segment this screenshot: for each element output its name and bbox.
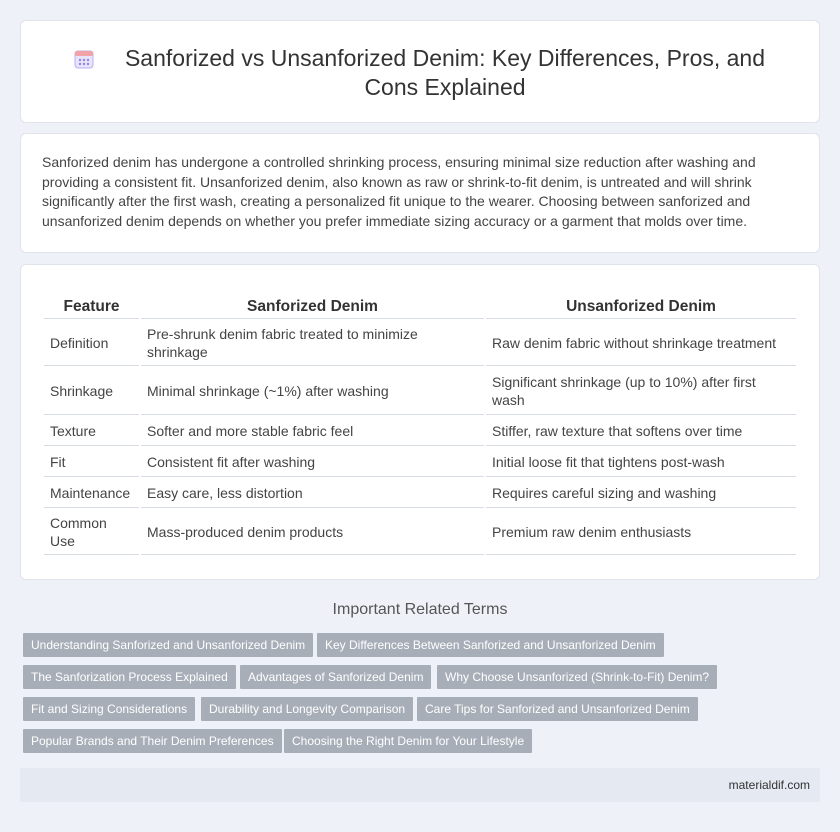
related-term-tag[interactable]: Choosing the Right Denim for Your Lifestyle [284,729,532,753]
header-feature: Feature [44,298,139,319]
table-cell: Texture [44,417,139,446]
related-term-tag[interactable]: Care Tips for Sanforized and Unsanforized Denim [417,697,698,721]
table-cell: Mass-produced denim products [141,510,484,555]
table-row [44,368,796,415]
footer [20,768,820,802]
related-term-tag[interactable]: The Sanforization Process Explained [23,665,236,689]
table-cell: Common Use [44,510,139,555]
table-cell: Consistent fit after washing [141,448,484,477]
table-cell: Stiffer, raw texture that softens over time [486,417,796,446]
table-cell: Easy care, less distortion [141,479,484,508]
related-term-tag[interactable]: Popular Brands and Their Denim Preferences [23,729,282,753]
related-term-tag[interactable]: Why Choose Unsanforized (Shrink-to-Fit) Denim? [437,665,717,689]
table-cell: Raw denim fabric without shrinkage treatment [486,321,796,366]
table-cell: Fit [44,448,139,477]
table-row [44,479,796,508]
table-row [44,510,796,555]
intro-card [20,133,820,253]
table-cell: Shrinkage [44,368,139,415]
related-term-tag[interactable]: Key Differences Between Sanforized and Unsanforized Denim [317,633,664,657]
table-cell: Pre-shrunk denim fabric treated to minimize shrinkage [141,321,484,366]
related-terms-heading: Important Related Terms [332,601,508,618]
header-sanforized: Sanforized Denim [141,298,484,319]
related-term-tag[interactable]: Advantages of Sanforized Denim [240,665,431,689]
table-cell: Initial loose fit that tightens post-wash [486,448,796,477]
intro-text: Sanforized denim has undergone a controlled shrinking process, ensuring minimal size reduction after washing and providing a consistent fit. Unsanforized denim, also known as raw or shrink-to-fit denim, is untreated and will shrink significantly after the first wash, creating a personalized fit unique to the wearer. Choosing between sanforized and unsanforized denim depends on whether you prefer immediate sizing accuracy or a garment that molds over time. [42,154,756,229]
table-row [44,417,796,446]
table-cell: Requires careful sizing and washing [486,479,796,508]
calendar-icon [73,48,95,70]
related-term-tag[interactable]: Fit and Sizing Considerations [23,697,195,721]
table-cell: Minimal shrinkage (~1%) after washing [141,368,484,415]
table-cell: Significant shrinkage (up to 10%) after first wash [486,368,796,415]
comparison-card [20,264,820,580]
comparison-table [42,296,798,557]
table-row [44,321,796,366]
table-row [44,448,796,477]
table-cell: Maintenance [44,479,139,508]
table-cell: Premium raw denim enthusiasts [486,510,796,555]
related-term-tag[interactable]: Understanding Sanforized and Unsanforized Denim [23,633,313,657]
table-cell: Definition [44,321,139,366]
table-header-row [44,298,796,319]
header-unsanforized: Unsanforized Denim [486,298,796,319]
title-card [20,20,820,123]
related-term-tag[interactable]: Durability and Longevity Comparison [201,697,413,721]
page-title: Sanforized vs Unsanforized Denim: Key Differences, Pros, and Cons Explained [124,45,766,100]
footer-site[interactable]: materialdif.com [728,778,810,792]
table-cell: Softer and more stable fabric feel [141,417,484,446]
